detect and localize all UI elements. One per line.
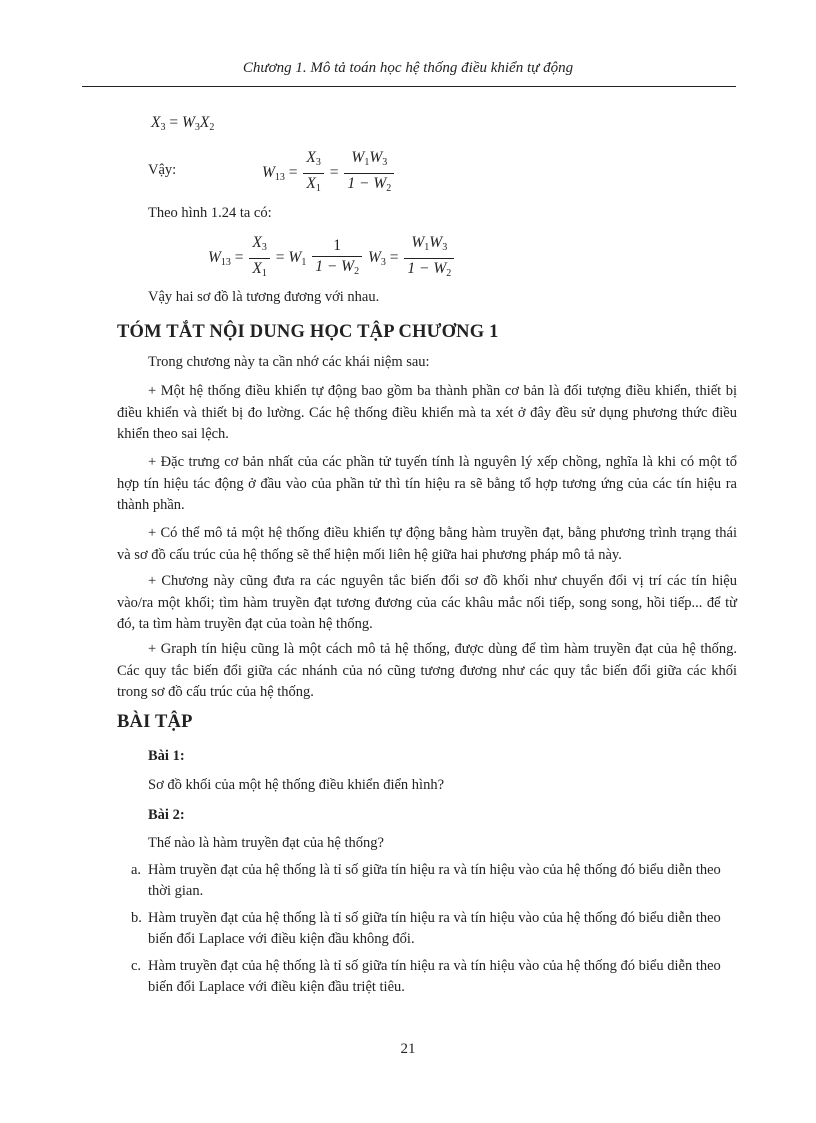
- bai2-title: Bài 2:: [148, 807, 185, 823]
- option-a: [117, 860, 737, 902]
- summary-point-4: + Chương này cũng đưa ra các nguyên tắc biến đổi sơ đồ khối như chuyển đổi vị trí các tín hiệu vào/ra một khối; tìm hàm truyền đạt tương đương của các khâu mắc nối tiếp, song song, hồi tiếp... để từ đó, ta tìm hàm truyền đạt của toàn hệ thống.: [117, 573, 737, 632]
- option-b: [117, 908, 737, 950]
- option-label: a.: [131, 862, 142, 878]
- option-text: Hàm truyền đạt của hệ thống là tỉ số giữa tín hiệu ra và tín hiệu vào của hệ thống đó biểu diễn theo thời gian.: [148, 862, 721, 899]
- summary-intro: Trong chương này ta cần nhớ các khái niệm sau:: [148, 354, 430, 370]
- bai1-title: Bài 1:: [148, 748, 185, 764]
- theo-hinh-text: Theo hình 1.24 ta có:: [148, 205, 272, 221]
- summary-point-2: + Đặc trưng cơ bản nhất của các phần tử tuyến tính là nguyên lý xếp chồng, nghĩa là khi có một tổ hợp tín hiệu tác động ở đầu vào của phần tử thì tín hiệu ra sẽ bằng tổ hợp tương ứng của các tín hiệu ra thành phần.: [117, 454, 737, 513]
- equation-w13-b: $W_{13}$ = $\frac{X_3}{X_1}$ = $W_1$ $\frac{1}{1 - W_2}$ $W_3$ = $\frac{W_1W_3}{1 - W_2}$: [208, 234, 456, 283]
- option-text: Hàm truyền đạt của hệ thống là tỉ số giữa tín hiệu ra và tín hiệu vào của hệ thống đó biểu diễn theo biến đổi Laplace với điều kiện đầu không đổi.: [148, 910, 721, 947]
- header-rule: [82, 86, 736, 87]
- equation-w13-a: $W_{13}$ = $\frac{X_3}{X_1}$ = $\frac{W_1W_3}{1 - W_2}$: [262, 149, 396, 198]
- running-header: Chương 1. Mô tả toán học hệ thống điều khiển tự động: [242, 60, 574, 76]
- page-number: 21: [400, 1041, 416, 1057]
- option-c: [117, 956, 737, 998]
- option-text: Hàm truyền đạt của hệ thống là tỉ số giữa tín hiệu ra và tín hiệu vào của hệ thống đó biểu diễn theo biến đổi Laplace với điều kiện đầu triệt tiêu.: [148, 958, 721, 995]
- summary-point-5: + Graph tín hiệu cũng là một cách mô tả hệ thống, được dùng để tìm hàm truyền đạt của hệ thống. Các quy tắc biến đổi giữa các nhánh của nó cũng tương đương như các quy tắc biến đổi giữa các khối trong sơ đồ cấu trúc của hệ thống.: [117, 641, 737, 700]
- bai2-question: Thế nào là hàm truyền đạt của hệ thống?: [148, 835, 384, 851]
- summary-heading: TÓM TẮT NỘI DUNG HỌC TẬP CHƯƠNG 1: [117, 322, 499, 342]
- vay-label: Vậy:: [148, 162, 177, 178]
- option-label: b.: [131, 910, 142, 926]
- summary-point-1: + Một hệ thống điều khiển tự động bao gồm ba thành phần cơ bản là đối tượng điều khiển, thiết bị điều khiển và thiết bị đo lường. Các hệ thống điều khiển mà ta xét ở đây đều sử dụng phương thức điều khiển theo sai lệch.: [117, 383, 737, 442]
- exercises-heading: BÀI TẬP: [117, 712, 193, 732]
- bai1-question: Sơ đồ khối của một hệ thống điều khiển điển hình?: [148, 777, 445, 793]
- equation-x3: $X_3 = W_3X_2$: [151, 114, 215, 133]
- option-label: c.: [131, 958, 142, 974]
- summary-point-3: + Có thể mô tả một hệ thống điều khiển tự động bằng hàm truyền đạt, bằng phương trình trạng thái và sơ đồ cấu trúc của hệ thống sẽ thể hiện mối liên hệ giữa hai phương pháp mô tả này.: [117, 525, 737, 563]
- conclusion-text: Vậy hai sơ đồ là tương đương với nhau.: [148, 289, 380, 305]
